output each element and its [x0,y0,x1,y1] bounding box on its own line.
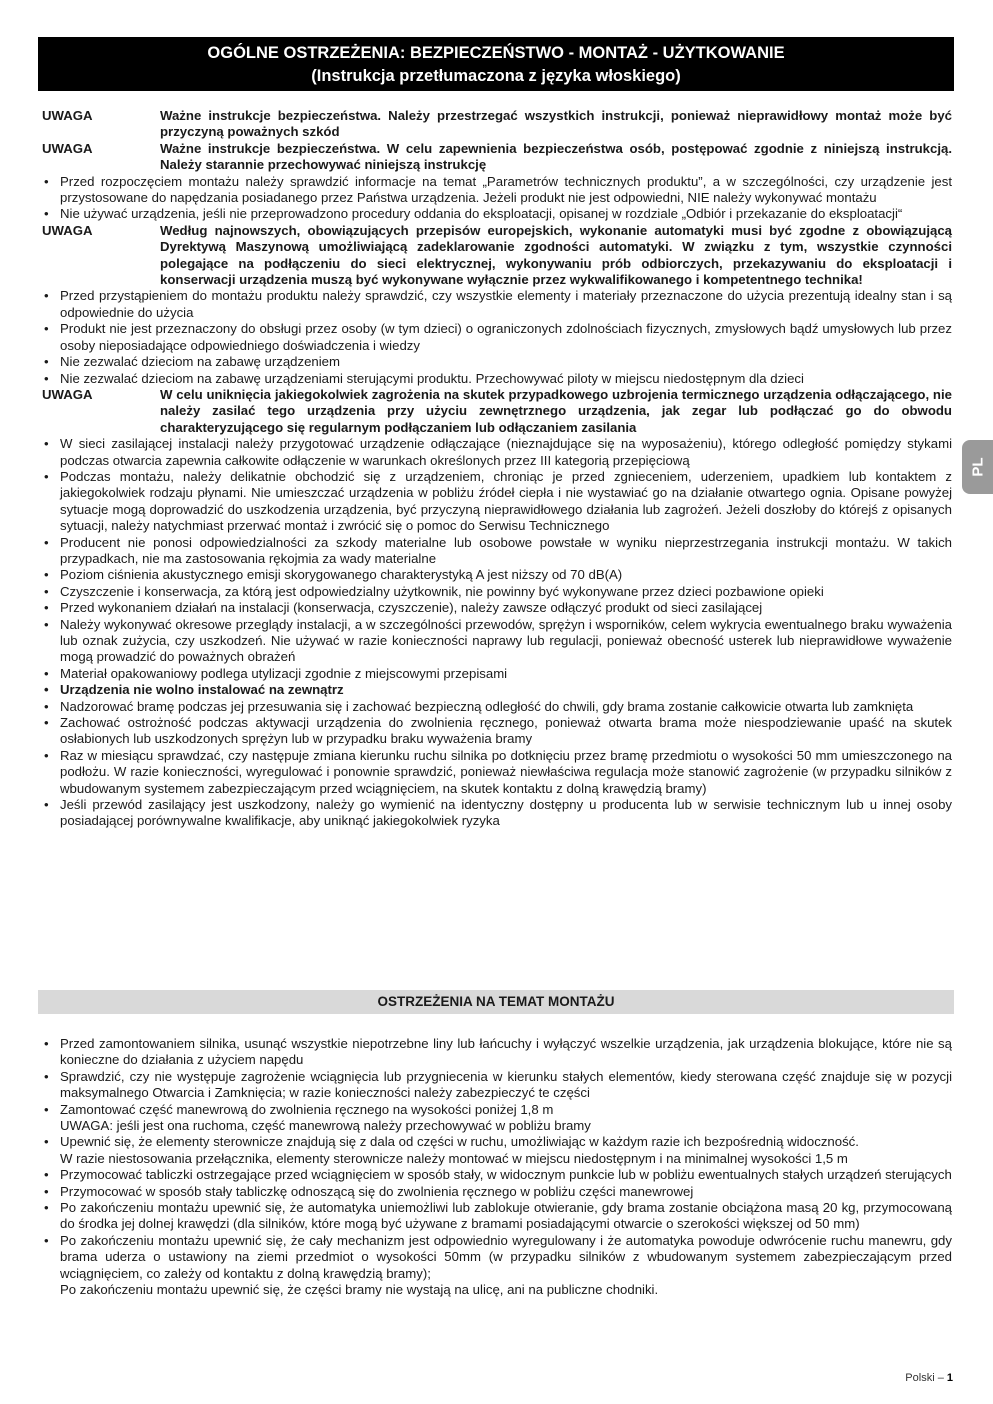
warning-text: Ważne instrukcje bezpieczeństwa. W celu zapewnienia bezpieczeństwa osób, postępować zgodnie z niniejszą instrukcją. Należy starannie przechowywać niniejszą instrukcję [160,140,952,173]
list-item-text: Przed wykonaniem działań na instalacji (konserwacja, czyszczenie), należy zawsze odłączyć produkt od sieci zasilającej [60,600,763,616]
bullet: • [44,1167,49,1183]
section-heading: OSTRZEŻENIA NA TEMAT MONTAŻU [38,990,954,1014]
list-item-text: Nie zezwalać dzieciom na zabawę urządzeniami sterującymi produktu. Przechowywać piloty w miejscu niedostępnym dla dzieci [60,370,804,386]
bullet: • [44,583,49,599]
bullet: • [44,354,49,370]
list-item [38,174,952,207]
list-item-text [60,1233,952,1299]
list-item [38,600,952,616]
warning-label: UWAGA [42,222,93,238]
bullet: • [44,1200,49,1216]
list-item-text: Urządzenia nie wolno instalować na zewnątrz [60,682,344,698]
list-item-text: Należy wykonywać okresowe przeglądy instalacji, a w szczególności przewodów, sprężyn i wsporników, celem wykrycia ewentualnego braku wyważenia lub oznak zużycia, czy uszkodzeń. Nie używać w razie konieczności naprawy lub regulacji, ponieważ obecność usterek lub nieprawidłowe wyważenie mogą prowadzić do poważnych obrażeń [60,616,952,665]
language-tab [962,440,993,494]
warning-block [38,387,952,436]
bullet: • [44,321,49,337]
footer-language: Polski – [905,1372,947,1384]
list-item-line: W razie niestosowania przełącznika, elementy sterownicze należy montować w miejscu niedostępnym i na minimalnej wysokości 1,5 m [60,1150,848,1166]
list-item [38,436,952,469]
bullet: • [44,1232,49,1248]
list-item [38,666,952,682]
list-item-text: Produkt nie jest przeznaczony do obsługi przez osoby (w tym dzieci) o ograniczonych zdolnościach fizycznych, zmysłowych bądź umysłowych lub przez osoby nieposiadające odpowiedniego doświadczenia i wiedzy [60,321,952,353]
list-item-text: Nie używać urządzenia, jeśli nie przeprowadzono procedury oddania do eksploatacji, opisanej w rozdziale „Odbiór i przekazanie do eksploatacji“ [60,206,903,222]
warning-text: Według najnowszych, obowiązujących przepisów europejskich, wykonanie automatyki musi być zgodne z obowiązującą Dyrektywą Maszynową umożliwiającą zadeklarowanie zgodności automatyki. W związku z tym, wszystkie czynności polegające na podłączeniu do sieci elektrycznej, wykonywaniu prób odbiorczych, przekazywaniu do eksploatacji i konserwacji urządzenia muszą być wykonywane wyłącznie przez wykwalifikowanego i kompetentnego technika! [160,222,952,288]
bullet: • [44,600,49,616]
list-item-text: Przymocować w sposób stały tabliczkę odnoszącą się do zwolnienia ręcznego w pobliżu części manewrowej [60,1183,694,1199]
list-item [38,1167,952,1183]
list-item [38,1184,952,1200]
list-item-text: Zachować ostrożność podczas aktywacji urządzenia do zwolnienia ręcznego, ponieważ otwarta brama może niespodziewanie upaść na skutek osłabionych lub uszkodzonych sprężyn lub w przypadku braku wyważenia bramy [60,715,952,747]
bullet: • [44,288,49,304]
list-item-text: Raz w miesiącu sprawdzać, czy następuje zmiana kierunku ruchu silnika po dotknięciu przez bramę przedmiotu o wysokości 50 mm umieszczonego na podłożu. W razie konieczności, wyregulować i ponownie sprawdzić, ponieważ niewłaściwa regulacja może stanowić zagrożenie (w przypadku silników z wbudowanym systemem zabezpieczającym przed wciągnięciem, na skutek kontaktu z dolną krawędzią bramy) [60,747,952,796]
list-item-text: Materiał opakowaniowy podlega utylizacji zgodnie z miejscowymi przepisami [60,665,508,681]
list-item-text: Jeśli przewód zasilający jest uszkodzony, należy go wymienić na identyczny dostępny u producenta lub w serwisie technicznym lub u innej osoby posiadającej porównywalne kwalifikacje, aby uniknąć jakiegokolwiek ryzyka [60,797,952,829]
warning-block [38,141,952,174]
list-item [38,699,952,715]
list-item [38,371,952,387]
list-item-line: Po zakończeniu montażu upewnić się, że cały mechanizm jest odpowiednio wyregulowany i że automatyka powoduje odwrócenie ruchu manewru, gdy brama uderza o ustawiony na ziemi przedmiot o wysokości 50mm (w przypadku silników z wbudowanym systemem zabezpieczającym przed wciągnięciem, co zależy od kontaktu z dolną krawędzią bramy); [60,1232,952,1281]
list-item [38,1102,952,1135]
bullet: • [44,747,49,763]
list-item [38,354,952,370]
list-item-line: Zamontować część manewrową do zwolnienia ręcznego na wysokości poniżej 1,8 m [60,1101,554,1117]
page-number: 1 [946,1372,953,1384]
list-item-text [60,1102,952,1135]
bullet: • [44,370,49,386]
warning-label: UWAGA [42,108,93,123]
bullet: • [44,797,49,813]
list-item-text: Podczas montażu, należy delikatnie obchodzić się z urządzeniem, chroniąc je przed zgnieceniem, uderzeniem, upadkiem lub kontaktem z jakiegokolwiek rodzaju płynami. Nie umieszczać urządzenia w pobliżu źródeł ciepła i nie wystawiać go na działanie otwartego ognia. Opisane powyżej sytuacje mogą doprowadzić do uszkodzenia urządzenia, być przyczyną nieprawidłowego działania lub zagrożeń. Jeżeli doszłoby do którejś z opisanych sytuacji, należy natychmiast przerwać montaż i zwrócić się o pomoc do Serwisu Technicznego [60,468,952,534]
safety-warnings [38,108,952,830]
language-tab-label: PL [969,457,986,477]
list-item-line: Upewnić się, że elementy sterownicze znajdują się z dala od części w ruchu, umożliwiając w każdym razie ich bezpośrednią widoczność. [60,1134,859,1150]
list-item-text: Przed rozpoczęciem montażu należy sprawdzić informacje na temat „Parametrów technicznych produktu”, a w szczególności, czy urządzenie jest przystosowane do napędzania posiadanego przez Państwa urządzenia. Jeżeli produkt nie jest odpowiedni, NIE należy wykonywać montażu [60,173,952,206]
list-item [38,682,952,698]
list-item [38,567,952,583]
bullet: • [44,665,49,681]
list-item [38,321,952,354]
installation-warnings [38,1036,952,1299]
warning-text: Ważne instrukcje bezpieczeństwa. Należy przestrzegać wszystkich instrukcji, ponieważ nieprawidłowy montaż może być przyczyną poważnych szkód [160,108,952,140]
bullet: • [44,1036,49,1051]
list-item-text: Przymocować tabliczki ostrzegające przed wciągnięciem w sposób stały, w widocznym punkcie lub w pobliżu ewentualnych stałych urządzeń sterujących [60,1167,952,1183]
warning-block [38,108,952,141]
list-item-line: UWAGA: jeśli jest ona ruchoma, część manewrową należy przechowywać w pobliżu bramy [60,1118,591,1134]
list-item [38,748,952,797]
list-item-text: Po zakończeniu montażu upewnić się, że automatyka uniemożliwi lub zablokuje otwieranie, gdy brama zostanie obciążona masą 20 kg, przymocowaną do środka jej dolnej krawędzi (dla silników, które mogą być używane z bramami posiadającymi otwarcie o szerokości większej od 50 mm) [60,1200,952,1232]
header-subtitle: (Instrukcja przetłumaczona z języka włoskiego) [311,67,681,85]
bullet: • [44,468,49,484]
bullet: • [44,1134,49,1150]
bullet: • [44,698,49,714]
list-item-text: Sprawdzić, czy nie występuje zagrożenie wciągnięcia lub przygniecenia w kierunku stałych elementów, kiedy sterowana część znajduje się w pozycji maksymalnego Otwarcia i Zamknięcia; w razie konieczności należy zabezpieczyć te części [60,1068,952,1101]
bullet: • [44,206,49,222]
list-item [38,1069,952,1102]
bullet: • [44,173,49,189]
warning-text: W celu uniknięcia jakiegokolwiek zagrożenia na skutek przypadkowego uzbrojenia termicznego urządzenia odłączającego, nie należy zasilać tego urządzenia przy użyciu zewnętrznego urządzenia, jak zegar lub podłączać go do obwodu charakteryzującego się regularnym podłączaniem lub odłączaniem zasilania [160,386,952,435]
list-item-text: Producent nie ponosi odpowiedzialności za szkody materialne lub osobowe powstałe w wyniku nieprzestrzegania instrukcji montażu. W takich przypadkach, nie ma zastosowania rękojmia za wady materialne [60,534,952,566]
bullet: • [44,1101,49,1117]
bullet: • [44,567,49,583]
warning-label: UWAGA [42,386,93,402]
list-item [38,1134,952,1167]
page-header [38,37,954,91]
list-item-text: Przed przystąpieniem do montażu produktu należy sprawdzić, czy wszystkie elementy i materiały przeznaczone do użycia prezentują idealny stan i są odpowiednie do użycia [60,288,952,320]
list-item-line: Po zakończeniu montażu upewnić się, że części bramy nie wystają na ulicę, ani na publiczne chodniki. [60,1282,659,1298]
list-item [38,715,952,748]
list-item [38,1233,952,1299]
bullet: • [44,436,49,452]
list-item-text: Nie zezwalać dzieciom na zabawę urządzeniem [60,354,341,370]
list-item-text: Przed zamontowaniem silnika, usunąć wszystkie niepotrzebne liny lub łańcuchy i wyłączyć wszelkie urządzenia, jak urządzenia blokujące, które nie są konieczne do działania z użyciem napędu [60,1036,952,1068]
list-item [38,617,952,666]
list-item [38,535,952,568]
list-item [38,1036,952,1069]
list-item [38,206,952,222]
header-title: OGÓLNE OSTRZEŻENIA: BEZPIECZEŃSTWO - MONTAŻ - UŻYTKOWANIE [207,44,785,62]
bullet: • [44,682,49,698]
bullet: • [44,1068,49,1084]
list-item-text: Nadzorować bramę podczas jej przesuwania się i zachować bezpieczną odległość do chwili, gdy brama zostanie całkowicie otwarta lub zamknięta [60,698,914,714]
list-item [38,288,952,321]
warning-block [38,223,952,289]
list-item-text: W sieci zasilającej instalacji należy przygotować urządzenie odłączające (nieznajdujące się na wyposażeniu), którego odległość pomiędzy stykami podczas otwarcia zapewnia całkowite odłączenie w warunkach określonych przez III kategorią przepięciową [60,436,952,468]
list-item [38,584,952,600]
list-item [38,797,952,830]
page-footer [905,1372,953,1384]
list-item [38,469,952,535]
bullet: • [44,1183,49,1199]
bullet: • [44,616,49,632]
warning-label: UWAGA [42,140,93,156]
list-item [38,1200,952,1233]
bullet: • [44,534,49,550]
bullet: • [44,715,49,731]
list-item-text: Czyszczenie i konserwacja, za którą jest odpowiedzialny użytkownik, nie powinny być wykonywane przez dzieci pozbawione opieki [60,583,824,599]
list-item-text [60,1134,952,1167]
list-item-text: Poziom ciśnienia akustycznego emisji skorygowanego charakterystyką A jest niższy od 70 dB(A) [60,567,623,583]
